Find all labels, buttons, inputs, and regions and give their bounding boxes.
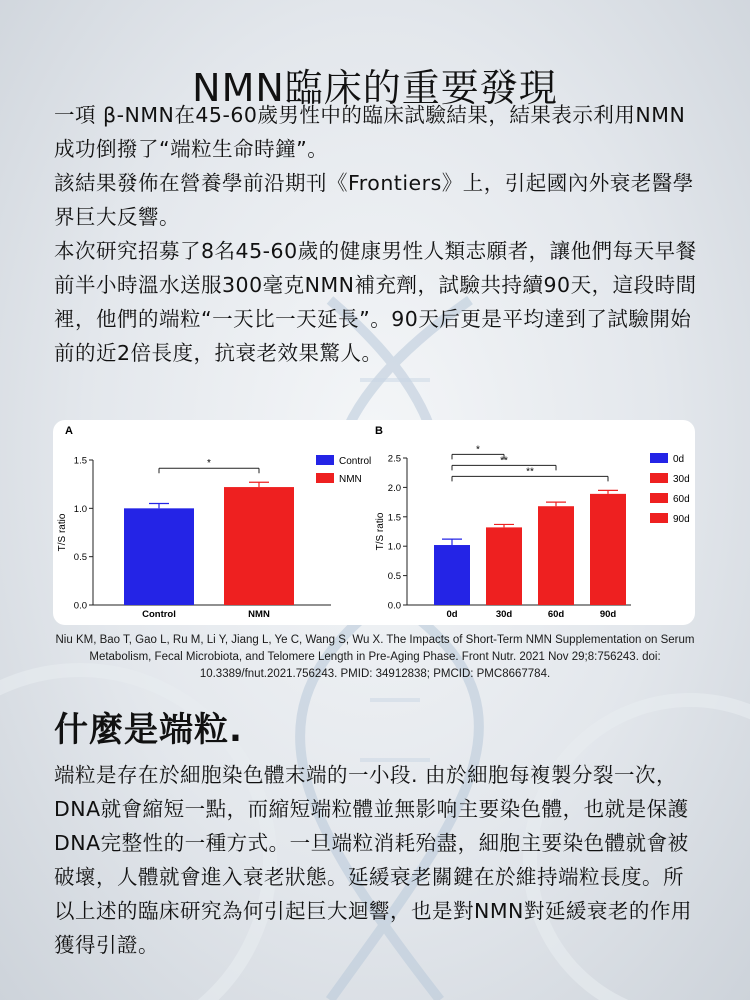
chart-b-legend-swatch — [650, 473, 668, 483]
chart-b-legend-label: 30d — [673, 474, 690, 485]
chart-b-bar — [538, 506, 574, 605]
section-body: 端粒是存在於細胞染色體末端的一小段. 由於細胞每複製分裂一次，DNA就會縮短一點，而縮短端粒體並無影响主要染色體，也就是保護DNA完整性的一種方式。一旦端粒消耗殆盡，細胞主要染色體就會被破壞，人體就會進入衰老狀態。延緩衰老關鍵在於維持端粒長度。所以上述的臨床研究為何引起巨大迴響，也是對NMN對延緩衰老的作用獲得引證。 — [54, 763, 692, 957]
chart-a-legend-label: Control — [339, 456, 372, 467]
section-title: 什麼是端粒. — [54, 710, 243, 750]
chart-a-bar — [224, 487, 294, 605]
chart-b-y-tick-label: 2.5 — [387, 453, 401, 465]
chart-b-legend-swatch — [650, 493, 668, 503]
chart-b-y-axis-label: T/S ratio — [375, 512, 386, 551]
chart-b-bar — [590, 494, 626, 605]
chart-b-significance-label: * — [476, 444, 480, 456]
page-title: NMN臨床的重要發現 — [192, 66, 558, 111]
chart-b-y-tick-label: 1.0 — [387, 541, 401, 553]
chart-b-legend-label: 90d — [673, 514, 690, 525]
chart-b-y-tick-label: 0.0 — [387, 600, 401, 612]
chart-b-x-tick-label: 60d — [547, 609, 565, 620]
chart-b-legend-swatch — [650, 513, 668, 523]
chart-a-y-tick-label: 0.0 — [73, 600, 87, 612]
chart-b-significance-label: ** — [526, 466, 534, 478]
chart-b-bar — [486, 527, 522, 605]
chart-a-x-tick-label: Control — [142, 609, 176, 620]
chart-a-y-tick-label: 1.5 — [73, 455, 87, 467]
chart-a-legend-swatch — [316, 455, 334, 465]
chart-b-significance-label: ** — [500, 455, 508, 467]
intro-paragraph-2: 該結果發佈在營養學前沿期刊《Frontiers》上，引起國內外衰老醫學界巨大反響。 — [54, 171, 694, 229]
intro-paragraph-3: 本次研究招募了8名45-60歲的健康男性人類志願者，讓他們每天早餐前半小時溫水送服300毫克NMN補充劑，試驗共持續90天，這段時間裡，他們的端粒“一天比一天延長”。90天后更是平均達到了試驗開始前的近2倍長度，抗衰老效果驚人。 — [54, 239, 697, 365]
chart-a-x-tick-label: NMN — [248, 609, 270, 620]
intro-paragraph-1: 一項 β-NMN在45-60歲男性中的臨床試驗結果，結果表示利用NMN成功倒撥了“端粒生命時鐘”。 — [54, 103, 686, 161]
chart-a-legend-label: NMN — [339, 474, 362, 485]
chart-b-legend-label: 0d — [673, 454, 685, 465]
chart-b-y-tick-label: 0.5 — [387, 571, 401, 583]
chart-a-y-tick-label: 1.0 — [73, 503, 87, 515]
chart-a-bar — [124, 508, 194, 605]
chart-a-panel-label: A — [65, 425, 73, 437]
chart-b-y-tick-label: 1.5 — [387, 512, 401, 524]
chart-b-panel-label: B — [375, 425, 383, 437]
chart-b-y-tick-label: 2.0 — [387, 482, 401, 494]
chart-b-legend-label: 60d — [673, 494, 690, 505]
telomere-chart-card — [53, 420, 695, 625]
chart-b-bar — [434, 545, 470, 605]
telomere-bar-charts — [53, 420, 695, 625]
chart-a-y-axis-label: T/S ratio — [57, 513, 68, 552]
chart-a-y-tick-label: 0.5 — [73, 552, 87, 564]
chart-b-legend-swatch — [650, 453, 668, 463]
chart-a-legend-swatch — [316, 473, 334, 483]
citation: Niu KM, Bao T, Gao L, Ru M, Li Y, Jiang L, Ye C, Wang S, Wu X. The Impacts of Short-Term NMN Supplementation on Serum Metabolism, Fecal Microbiota, and Telomere Length in Pre-Aging Phase. Front Nutr. 2021 Nov 29;8:756243. doi: 10.3389/fnut.2021.756243. PMID: 34912838; PMCID: PMC8667784. — [55, 634, 695, 680]
chart-b-x-tick-label: 30d — [495, 609, 513, 620]
chart-a-significance-label: * — [207, 458, 211, 470]
chart-b-x-tick-label: 0d — [446, 609, 458, 620]
chart-b-x-tick-label: 90d — [599, 609, 617, 620]
